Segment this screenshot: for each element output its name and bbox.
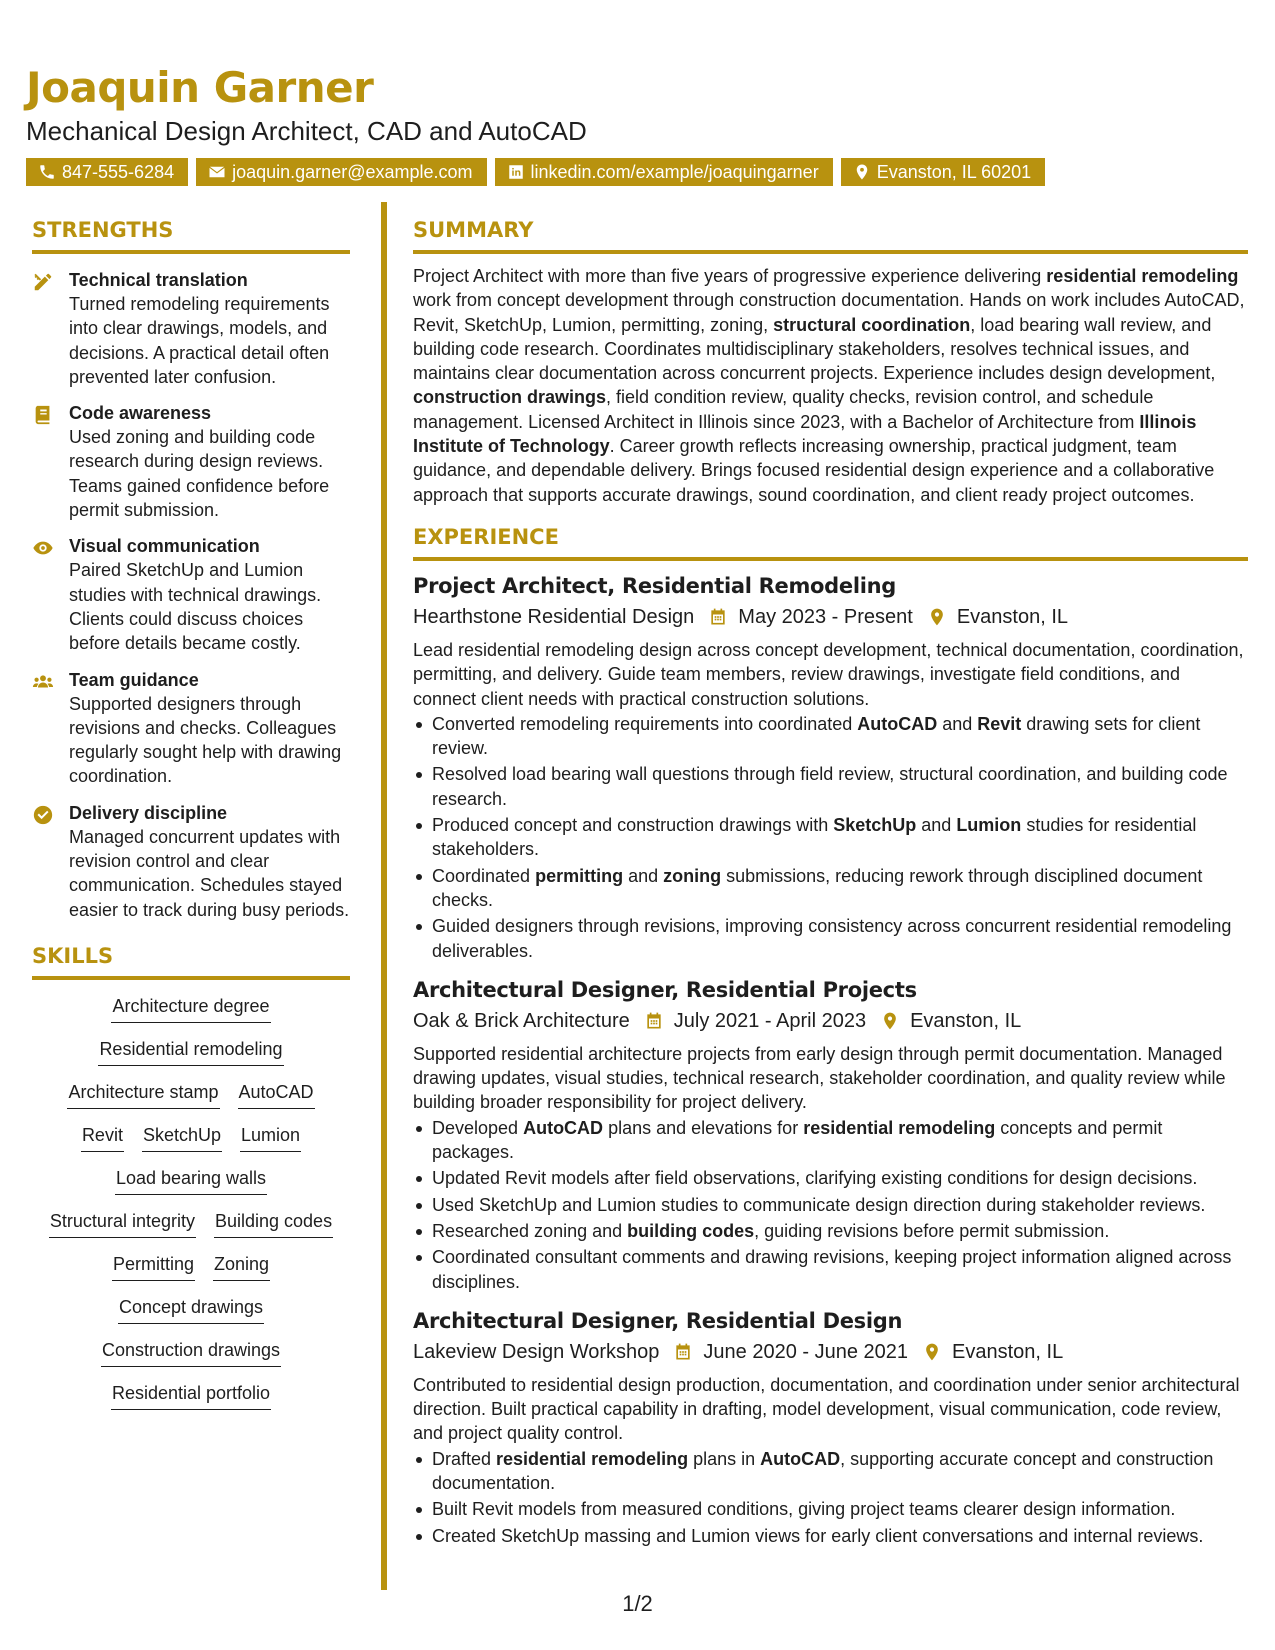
skill-row [118,1293,264,1324]
bold-keyword: AutoCAD [523,1117,604,1138]
job-bullets [413,1116,1248,1294]
map-pin-icon [927,607,947,627]
book-icon [32,404,54,426]
candidate-role: Mechanical Design Architect, CAD and AutoCAD [26,116,587,146]
skill-tag: Architecture degree [111,992,270,1023]
skill-tag: Structural integrity [49,1207,196,1238]
bold-keyword: Lumion [956,815,1022,836]
candidate-name: Joaquin Garner [26,63,374,112]
job-bullet: Developed AutoCAD plans and elevations for residential remodeling concepts and permit packages. [413,1116,1248,1165]
strength-item [32,534,350,655]
summary-heading: SUMMARY [413,216,1248,254]
strength-item [32,801,350,922]
skills-heading: SKILLS [32,942,350,980]
job-bullet: Built Revit models from measured conditions, giving project teams clearer design information. [413,1497,1248,1521]
strength-item [32,668,350,789]
skill-tag: Residential portfolio [111,1379,271,1410]
job-company: Oak & Brick Architecture [413,1009,630,1032]
contact-location-text: Evanston, IL 60201 [876,162,1032,182]
job-entry [413,975,1248,1294]
skill-row [49,1207,333,1238]
bold-keyword: SketchUp [833,815,917,836]
job-bullet: Coordinated consultant comments and drawing revisions, keeping project information aligned across disciplines. [413,1245,1248,1294]
bold-keyword: Revit [977,713,1022,734]
map-pin-icon [853,163,871,181]
job-entry [413,571,1248,963]
experience-heading: EXPERIENCE [413,523,1248,561]
skill-row [111,992,270,1023]
job-dates: May 2023 - Present [738,605,913,628]
summary-text: Project Architect with more than five years of progressive experience delivering residential remodeling work from concept development through construction documentation. Hands on work includes AutoCAD, Revit, SketchUp, Lumion, permitting, zoning, structural coordination, load bearing wall review, and building code research. Coordinates multidisciplinary stakeholders, resolves technical issues, and maintains clear documentation across concurrent projects. Experience includes design development, construction drawings, field condition review, quality checks, revision control, and schedule management. Licensed Architect in Illinois since 2023, with a Bachelor of Architecture from Illinois Institute of Technology. Career growth reflects increasing ownership, practical judgment, team guidance, and dependable delivery. Brings focused residential design experience and a collaborative approach that supports accurate drawings, sound coordination, and client ready project outcomes. [413,266,1245,505]
skill-row [98,1035,283,1066]
job-bullet: Converted remodeling requirements into coordinated AutoCAD and Revit drawing sets for client review. [413,712,1248,761]
linkedin-icon [507,163,525,181]
strength-title: Visual communication [69,536,260,557]
check-circle-icon [32,804,54,826]
calendar-icon [708,607,728,627]
bold-keyword: building codes [627,1220,755,1241]
job-entry [413,1306,1248,1548]
job-bullets [413,1447,1248,1548]
contact-location [841,158,1045,186]
eye-icon [32,537,54,559]
job-bullet: Used SketchUp and Lumion studies to communicate design direction during stakeholder reviews. [413,1193,1248,1217]
job-bullet: Resolved load bearing wall questions through field review, structural coordination, and building code research. [413,762,1248,811]
calendar-icon [644,1011,664,1031]
bold-keyword: structural coordination [773,314,971,335]
page-number: 1/2 [622,1591,653,1616]
job-bullet: Researched zoning and building codes, guiding revisions before permit submission. [413,1219,1248,1243]
bold-keyword: AutoCAD [760,1448,841,1469]
contact-email[interactable] [196,158,486,186]
job-meta [413,1006,1248,1036]
skills-list [32,992,350,1422]
phone-icon [38,163,56,181]
job-company: Lakeview Design Workshop [413,1340,660,1363]
job-dates: June 2020 - June 2021 [703,1340,909,1363]
job-location: Evanston, IL [956,605,1068,628]
strength-title: Code awareness [69,403,212,424]
job-dates: July 2021 - April 2023 [673,1009,867,1032]
strength-item [32,401,350,522]
job-title: Architectural Designer, Residential Design [413,1308,903,1333]
job-bullet: Coordinated permitting and zoning submissions, reducing rework through disciplined document checks. [413,864,1248,913]
bold-keyword: permitting [535,865,624,886]
skill-row [111,1379,271,1410]
skill-tag: Construction drawings [101,1336,281,1367]
strength-desc: Managed concurrent updates with revision control and clear communication. Schedules stayed easier to track during busy periods. [69,826,350,920]
skill-tag: Architecture stamp [67,1078,219,1109]
map-pin-icon [922,1342,942,1362]
skill-tag: Building codes [214,1207,333,1238]
skill-tag: Zoning [213,1250,270,1281]
job-title: Architectural Designer, Residential Projects [413,977,917,1002]
job-meta [413,1337,1248,1367]
strength-title: Team guidance [69,669,199,690]
skill-tag: Permitting [112,1250,195,1281]
job-bullet: Guided designers through revisions, improving consistency across concurrent residential remodeling deliverables. [413,914,1248,963]
job-bullet: Created SketchUp massing and Lumion views for early client conversations and internal reviews. [413,1524,1248,1548]
job-bullets [413,712,1248,963]
envelope-icon [208,163,226,181]
column-divider [381,202,387,1590]
bold-keyword: AutoCAD [857,713,938,734]
contact-email-text: joaquin.garner@example.com [232,162,473,182]
strength-desc: Paired SketchUp and Lumion studies with technical drawings. Clients could discuss choices before details became costly. [69,560,322,654]
resume-header [26,62,1256,186]
job-location: Evanston, IL [910,1009,1022,1032]
contact-bar [26,158,1256,186]
job-description: Lead residential remodeling design across concept development, technical documentation, coordination, permitting, and delivery. Guide team members, review drawings, investigate field conditions, and connect client needs with practical construction solutions. [413,639,1244,709]
job-bullet: Produced concept and construction drawings with SketchUp and Lumion studies for residential stakeholders. [413,813,1248,862]
job-bullet: Updated Revit models after field observations, clarifying existing conditions for design decisions. [413,1166,1248,1190]
job-description: Supported residential architecture projects from early design through permit documentation. Managed drawing updates, visual studies, technical research, stakeholder coordination, and quality review while building broader responsibility for project delivery. [413,1043,1226,1113]
pencil-ruler-icon [32,271,54,293]
contact-phone[interactable] [26,158,188,186]
strengths-list [32,268,350,922]
skill-tag: Lumion [240,1121,301,1152]
right-column [413,216,1248,1550]
skill-tag: AutoCAD [238,1078,315,1109]
job-bullet: Drafted residential remodeling plans in AutoCAD, supporting accurate concept and construction documentation. [413,1447,1248,1496]
skill-tag: Load bearing walls [115,1164,267,1195]
left-column [32,216,350,1422]
bold-keyword: construction drawings [413,387,607,408]
skill-tag: Residential remodeling [98,1035,283,1066]
strengths-heading: STRENGTHS [32,216,350,254]
skill-tag: Concept drawings [118,1293,264,1324]
skill-row [115,1164,267,1195]
job-meta [413,602,1248,632]
bold-keyword: residential remodeling [1046,266,1239,286]
job-title: Project Architect, Residential Remodeling [413,573,897,598]
strength-title: Technical translation [69,270,248,290]
calendar-icon [673,1342,693,1362]
skill-row [112,1250,270,1281]
skill-tag: SketchUp [142,1121,222,1152]
contact-linkedin-text: linkedin.com/example/joaquingarner [530,162,819,182]
map-pin-icon [880,1011,900,1031]
skill-tag: Revit [81,1121,124,1152]
bold-keyword: zoning [663,865,722,886]
contact-phone-text: 847-555-6284 [62,162,175,182]
strength-title: Delivery discipline [69,802,228,823]
bold-keyword: Illinois Institute of Technology [413,411,1197,457]
strength-desc: Used zoning and building code research during design reviews. Teams gained confidence before permit submission. [69,427,330,521]
skill-row [81,1121,301,1152]
bold-keyword: residential remodeling [803,1117,996,1138]
bold-keyword: residential remodeling [496,1448,689,1469]
skill-row [67,1078,314,1109]
skill-row [101,1336,281,1367]
users-icon [32,671,54,693]
strength-desc: Supported designers through revisions and checks. Colleagues regularly sought help with drawing coordination. [69,693,342,787]
contact-linkedin[interactable] [495,158,833,186]
job-description: Contributed to residential design production, documentation, and coordination under senior architectural direction. Built practical capability in drafting, model development, visual communication, code review, and project quality control. [413,1374,1240,1444]
strength-desc: Turned remodeling requirements into clear drawings, models, and decisions. A practical detail often prevented later confusion. [69,294,330,387]
job-company: Hearthstone Residential Design [413,605,695,628]
strength-item [32,268,350,389]
job-location: Evanston, IL [952,1340,1064,1363]
